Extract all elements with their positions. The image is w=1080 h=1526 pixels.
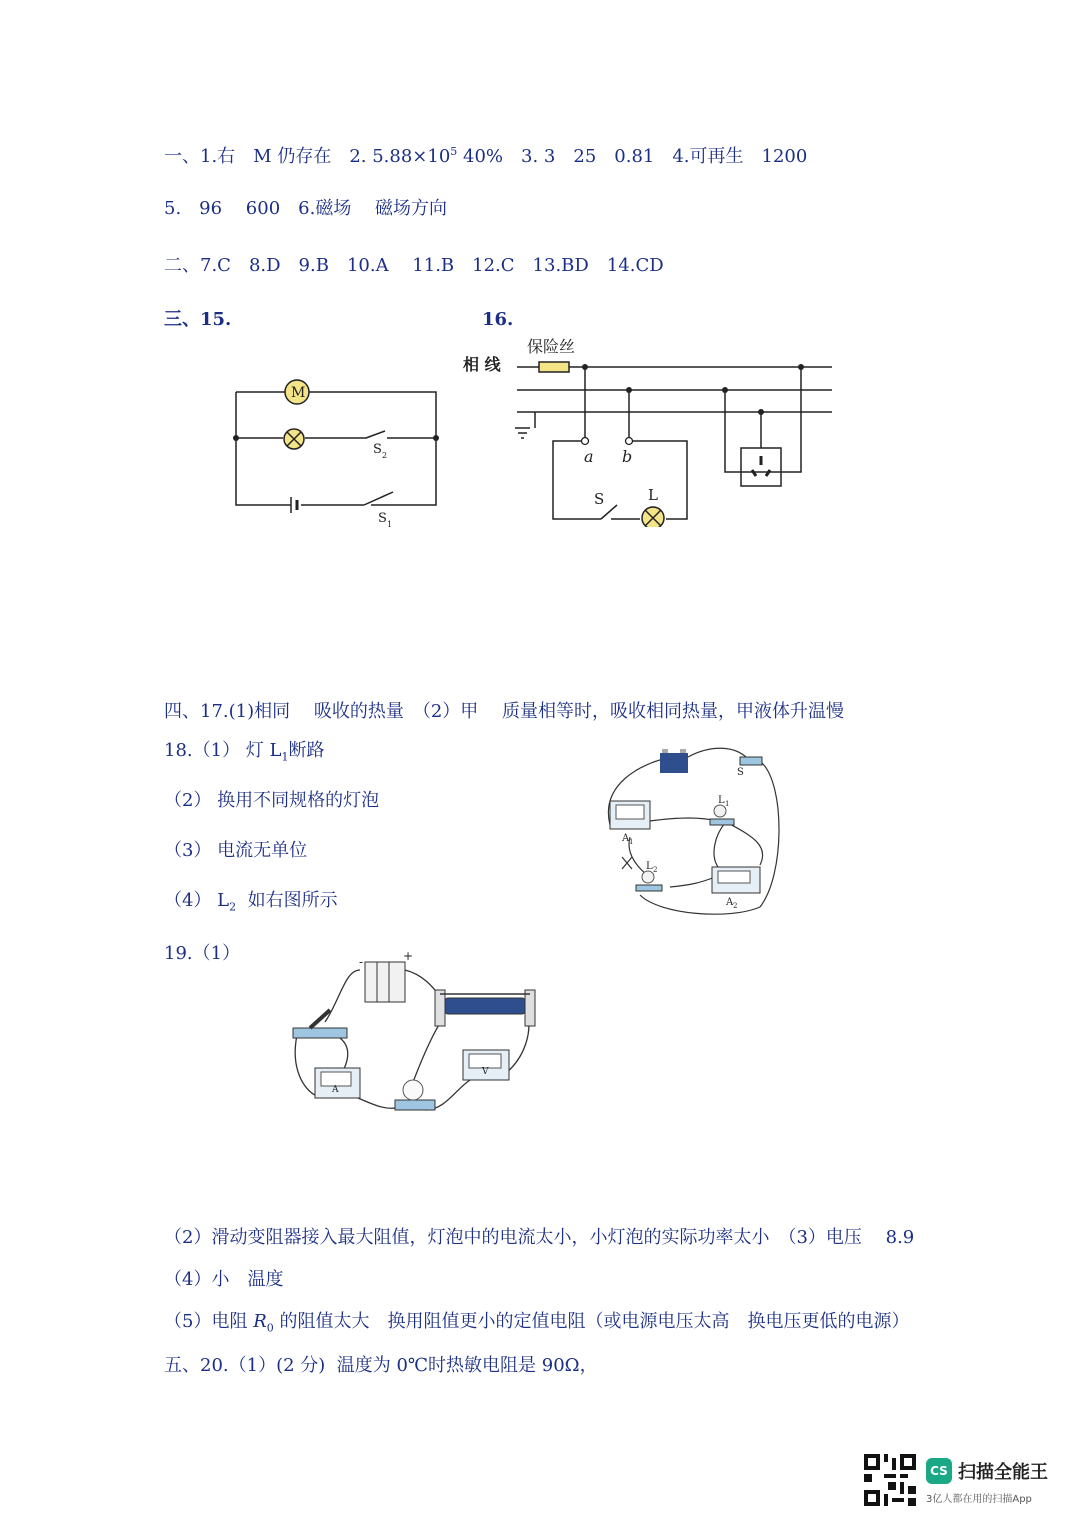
answer-q18-2: （2） 换用不同规格的灯泡 xyxy=(164,790,380,811)
circuit-diagram-15 xyxy=(225,370,455,535)
answer-text: 40% 3. 3 25 0.81 4.可再生 1200 xyxy=(457,146,808,167)
switch-s1-label: S xyxy=(378,511,387,526)
app-logo-icon: CS xyxy=(926,1458,952,1484)
battery-minus-label: - xyxy=(359,955,364,969)
terminal-b-label: b xyxy=(622,447,633,466)
answer-q19-2-3: （2）滑动变阻器接入最大阻值，灯泡中的电流太小，小灯泡的实际功率太小 （3）电压 8.9 xyxy=(164,1227,915,1248)
answer-text: 如右图所示 xyxy=(236,890,338,911)
subscript: 0 xyxy=(266,1321,274,1335)
answer-text: 断路 xyxy=(288,740,325,761)
answer-text: （4） L xyxy=(164,890,230,911)
switch-s-label: S xyxy=(594,490,605,508)
answer-text: 一、1.右 M 仍存在 2. 5.88×10 xyxy=(164,146,451,167)
scanner-watermark xyxy=(864,1454,1064,1510)
subscript: 1 xyxy=(281,750,289,764)
terminal-a-label: a xyxy=(584,447,594,466)
switch-s2-label: S xyxy=(373,442,382,457)
answer-q18-3: （3） 电流无单位 xyxy=(164,840,308,861)
answer-line-2: 5. 96 600 6.磁场 磁场方向 xyxy=(164,198,448,219)
subscript: 2 xyxy=(229,900,237,914)
exponent: 5 xyxy=(450,145,458,158)
answer-text: 的阻值太大 换用阻值更小的定值电阻（或电源电压太高 换电压更低的电源） xyxy=(273,1311,910,1332)
answer-q18-4 xyxy=(164,889,338,920)
switch-s1-sub: 1 xyxy=(387,520,393,529)
answer-line-1 xyxy=(164,140,807,169)
circuit-sketch-18 xyxy=(600,745,790,920)
ammeter-a1-label: A xyxy=(622,833,630,844)
battery-plus-label: + xyxy=(403,950,414,963)
answer-text: 18.（1） 灯 L xyxy=(164,740,282,761)
wiring-diagram-16 xyxy=(455,332,840,527)
lamp-l2-label: L xyxy=(646,861,653,872)
lamp-l1-label: L xyxy=(718,795,725,806)
phase-line-label: 相 线 xyxy=(463,355,501,374)
answer-text: （5）电阻 xyxy=(164,1311,254,1332)
answer-q19-5 xyxy=(164,1310,909,1341)
apparatus-sketch-19 xyxy=(285,950,550,1125)
qr-code-icon xyxy=(864,1454,916,1506)
ammeter-a1-sub: 1 xyxy=(629,838,634,846)
lamp-l2-sub: 2 xyxy=(653,866,658,874)
ammeter-a2-label: A xyxy=(726,897,734,908)
ammeter-label: A xyxy=(332,1085,339,1095)
answer-q20: 五、20.（1）(2 分) 温度为 0℃时热敏电阻是 90Ω， xyxy=(164,1355,598,1376)
lamp-l-label: L xyxy=(648,486,658,504)
motor-label: M xyxy=(291,385,306,401)
answer-q18-1 xyxy=(164,739,324,770)
answer-q17: 四、17.(1)相同 吸收的热量 （2）甲 质量相等时，吸收相同热量，甲液体升温慢 xyxy=(164,701,845,722)
lamp-l1-sub: 1 xyxy=(725,800,730,808)
switch-s2-sub: 2 xyxy=(382,451,388,460)
switch-s-label: S xyxy=(737,767,744,778)
ammeter-a2-sub: 2 xyxy=(733,902,738,910)
voltmeter-label: V xyxy=(482,1067,489,1077)
app-name: 扫描全能王 xyxy=(958,1462,1048,1483)
q16-label: 16. xyxy=(482,309,514,330)
answer-q19-1: 19.（1） xyxy=(164,943,241,964)
answer-q19-4: （4）小 温度 xyxy=(164,1269,284,1290)
resistor-symbol: R xyxy=(253,1311,267,1332)
app-slogan: 3亿人都在用的扫描App xyxy=(926,1494,1032,1505)
answer-line-mc: 二、7.C 8.D 9.B 10.A 11.B 12.C 13.BD 14.CD xyxy=(164,255,664,276)
fuse-label: 保险丝 xyxy=(527,337,576,356)
q15-label: 三、15. xyxy=(164,309,232,330)
